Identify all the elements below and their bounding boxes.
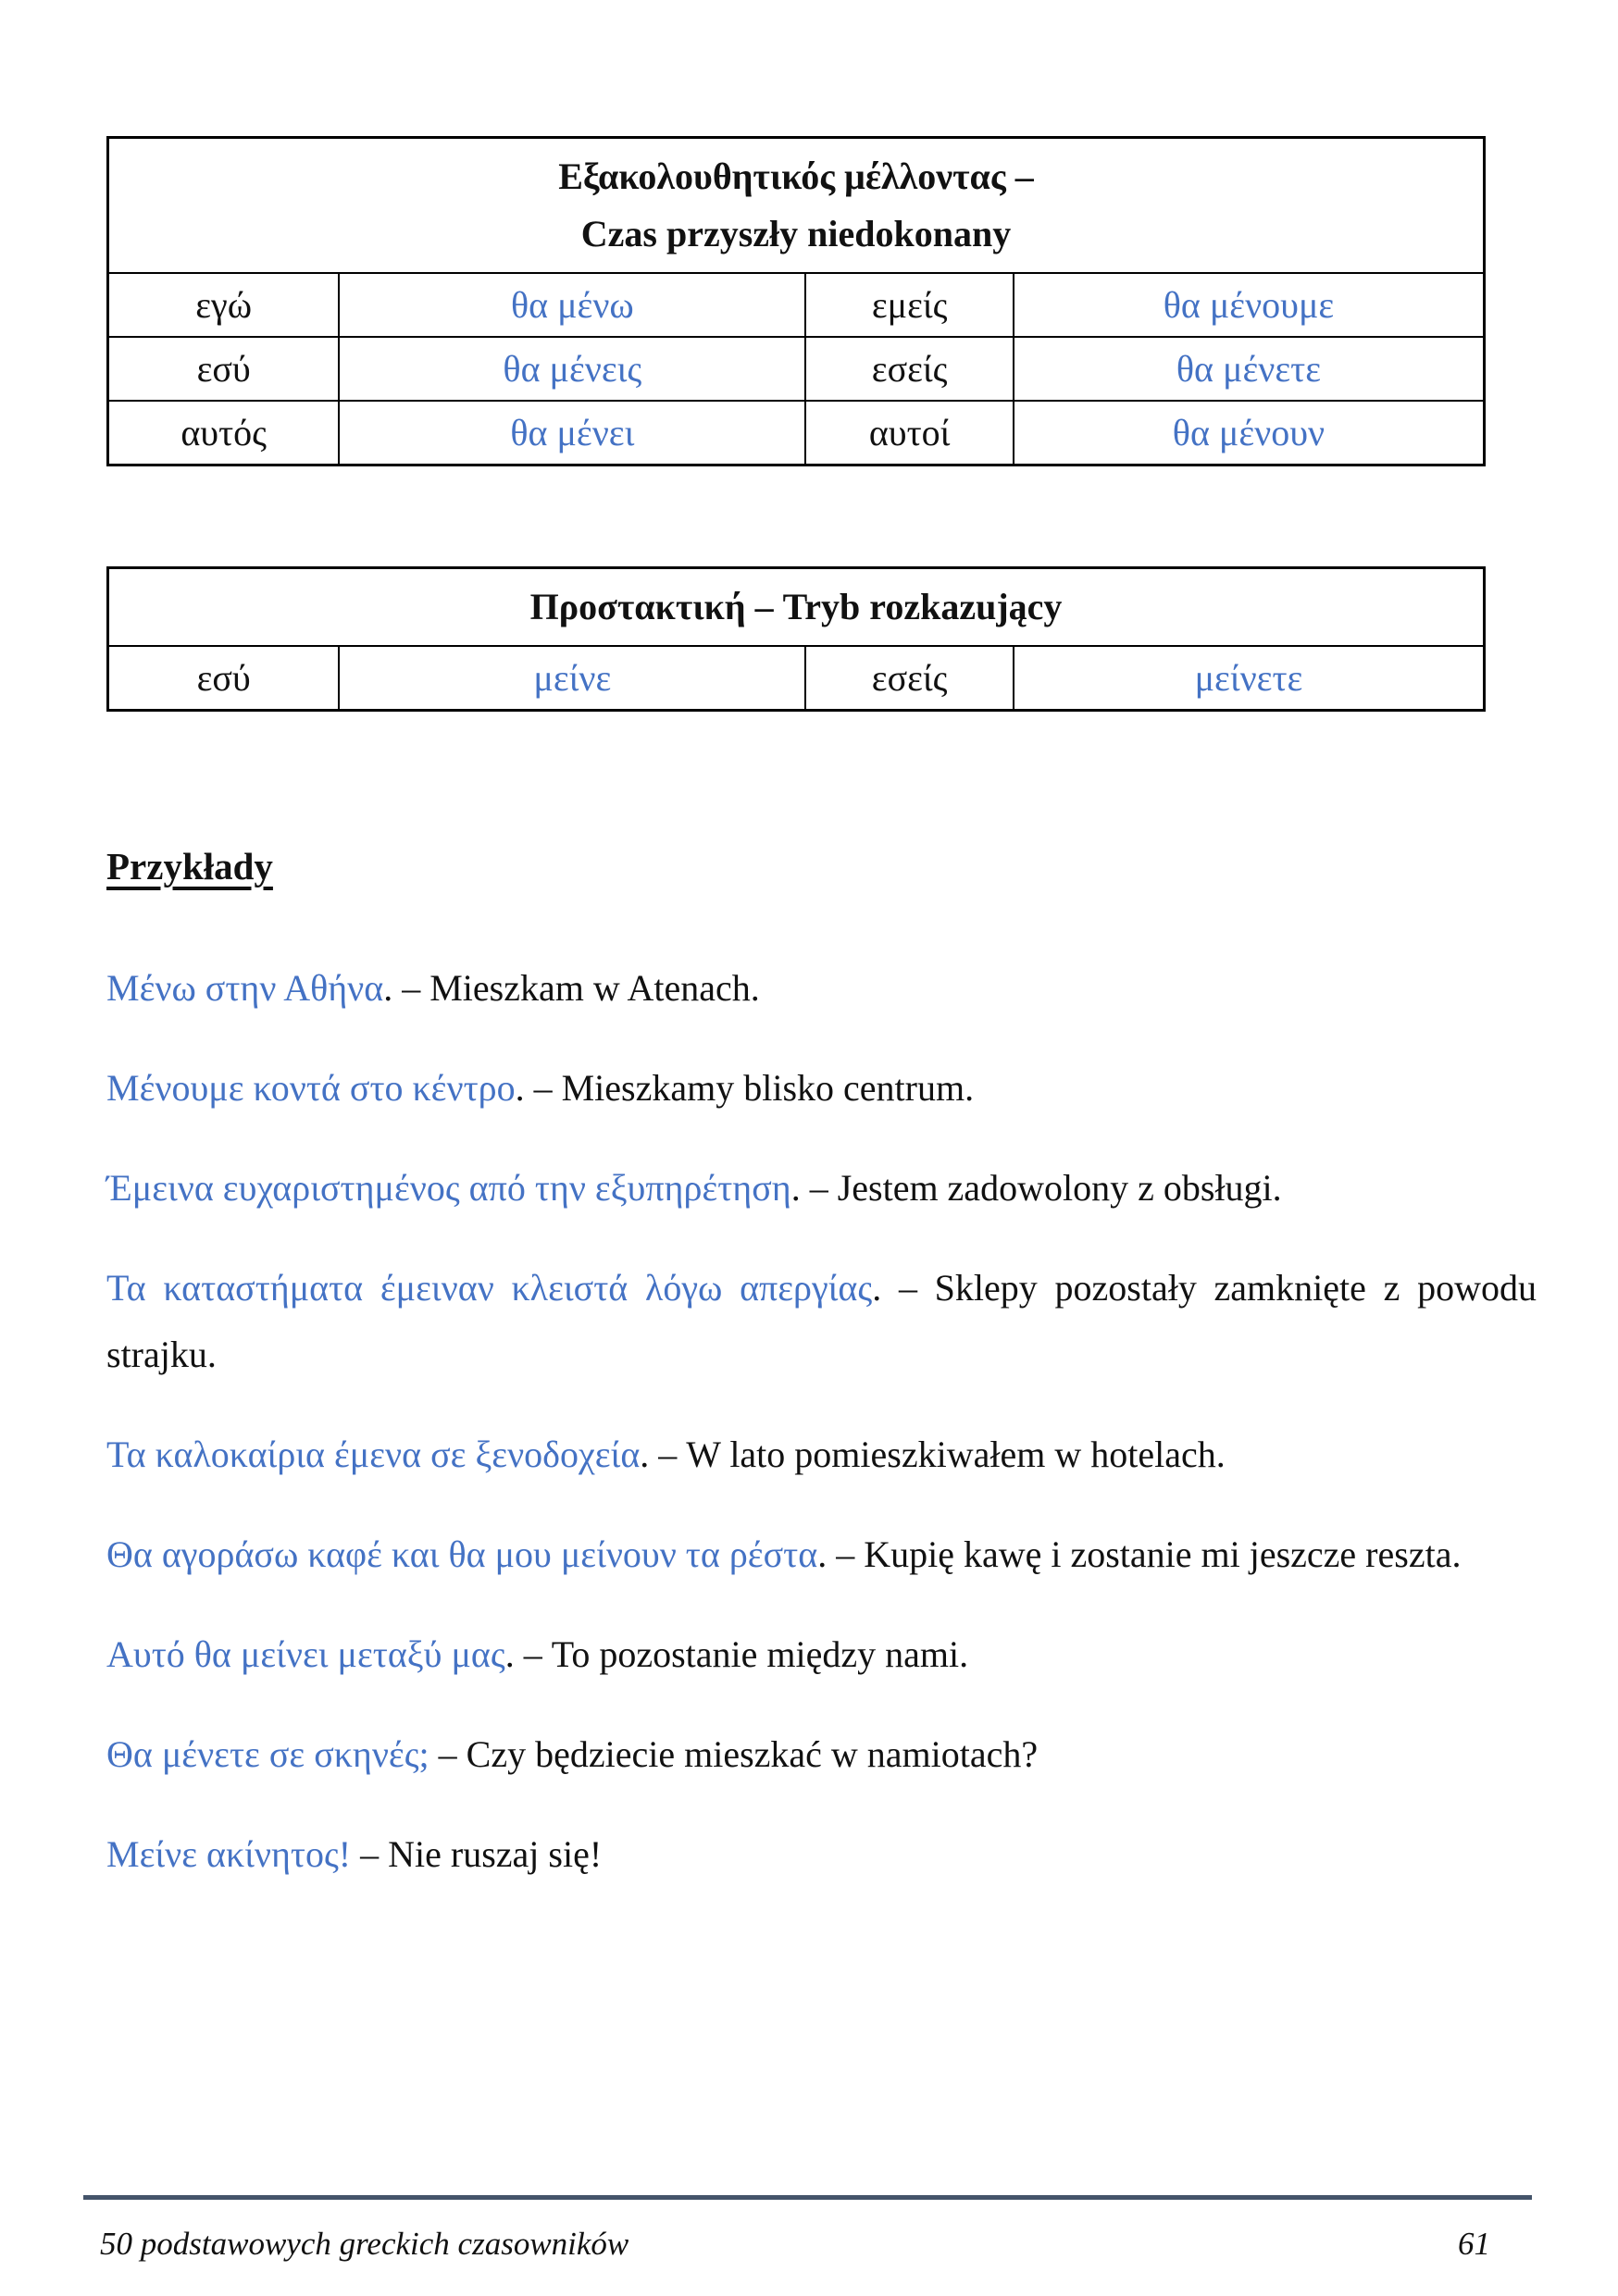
example-sentence [106,1621,1537,1688]
pronoun-cell: αυτοί [805,401,1014,465]
example-sentence [106,1721,1537,1788]
example-sentence [106,1155,1537,1222]
greek-phrase: Θα μένετε σε σκηνές; [106,1733,429,1775]
pronoun-cell: εσείς [805,646,1014,711]
pronoun-cell: εμείς [805,273,1014,337]
example-sentence [106,1521,1537,1588]
verb-form-cell: θα μένουν [1014,401,1485,465]
footer-text-row [83,2226,1532,2263]
greek-phrase: Μένω στην Αθήνα [106,967,384,1009]
polish-translation: . – Mieszkamy blisko centrum. [515,1067,975,1109]
table-row [108,401,1485,465]
pronoun-cell: αυτός [108,401,340,465]
table-title-greek: Εξακολουθητικός μέλλοντας – [558,155,1034,197]
table-row [108,337,1485,401]
example-sentence [106,1821,1537,1888]
table-row [108,646,1485,711]
page-content [106,136,1537,1921]
pronoun-cell: εσύ [108,337,340,401]
pronoun-cell: εγώ [108,273,340,337]
verb-form-cell: θα μένετε [1014,337,1485,401]
pronoun-cell: εσύ [108,646,340,711]
verb-form-cell: θα μένει [339,401,805,465]
greek-phrase: Θα αγοράσω καφέ και θα μου μείνουν τα ρέστα [106,1533,818,1575]
page-number: 61 [1458,2226,1490,2262]
page-footer [83,2195,1532,2263]
examples-heading: Przykłady [106,845,273,887]
imperative-table-title: Προστακτική – Tryb rozkazujący [108,568,1485,647]
polish-translation: . – To pozostanie między nami. [504,1633,969,1675]
polish-translation: . – Mieszkam w Atenach. [383,967,760,1009]
greek-phrase: Έμεινα ευχαριστημένος από την εξυπηρέτηση [106,1167,791,1209]
table-title-polish: Czas przyszły niedokonany [580,213,1012,254]
greek-phrase: Μείνε ακίνητος! [106,1833,352,1875]
examples-list [106,955,1537,1888]
verb-form-cell: θα μένω [339,273,805,337]
pronoun-cell: εσείς [805,337,1014,401]
greek-phrase: Τα καταστήματα έμειναν κλειστά λόγω απεργίας [106,1267,873,1309]
greek-phrase: Αυτό θα μείνει μεταξύ μας [106,1633,505,1675]
polish-translation: . – W lato pomieszkiwałem w hotelach. [640,1433,1226,1475]
verb-form-cell: θα μένουμε [1014,273,1485,337]
greek-phrase: Μένουμε κοντά στο κέντρο [106,1067,516,1109]
book-title: 50 podstawowych greckich czasowników [100,2226,629,2262]
table-title-row [108,138,1485,274]
imperative-table [106,566,1486,712]
verb-form-cell: μείνε [339,646,805,711]
verb-form-cell: μείνετε [1014,646,1485,711]
example-sentence [106,1421,1537,1488]
example-sentence [106,955,1537,1022]
polish-translation: . – Jestem zadowolony z obsługi. [790,1167,1282,1209]
example-sentence [106,1255,1537,1388]
example-sentence [106,1055,1537,1122]
table-row [108,273,1485,337]
future-tense-table [106,136,1486,466]
table-title-row [108,568,1485,647]
future-table-title [108,138,1485,274]
verb-form-cell: θα μένεις [339,337,805,401]
footer-divider [83,2195,1532,2200]
polish-translation: – Czy będziecie mieszkać w namiotach? [429,1733,1039,1775]
greek-phrase: Τα καλοκαίρια έμενα σε ξενοδοχεία [106,1433,641,1475]
polish-translation: . – Sklepy pozostały zamknięte z powodu strajku. [106,1267,1537,1375]
spacer [106,466,1537,566]
polish-translation: – Nie ruszaj się! [351,1833,603,1875]
polish-translation: . – Kupię kawę i zostanie mi jeszcze reszta. [817,1533,1462,1575]
